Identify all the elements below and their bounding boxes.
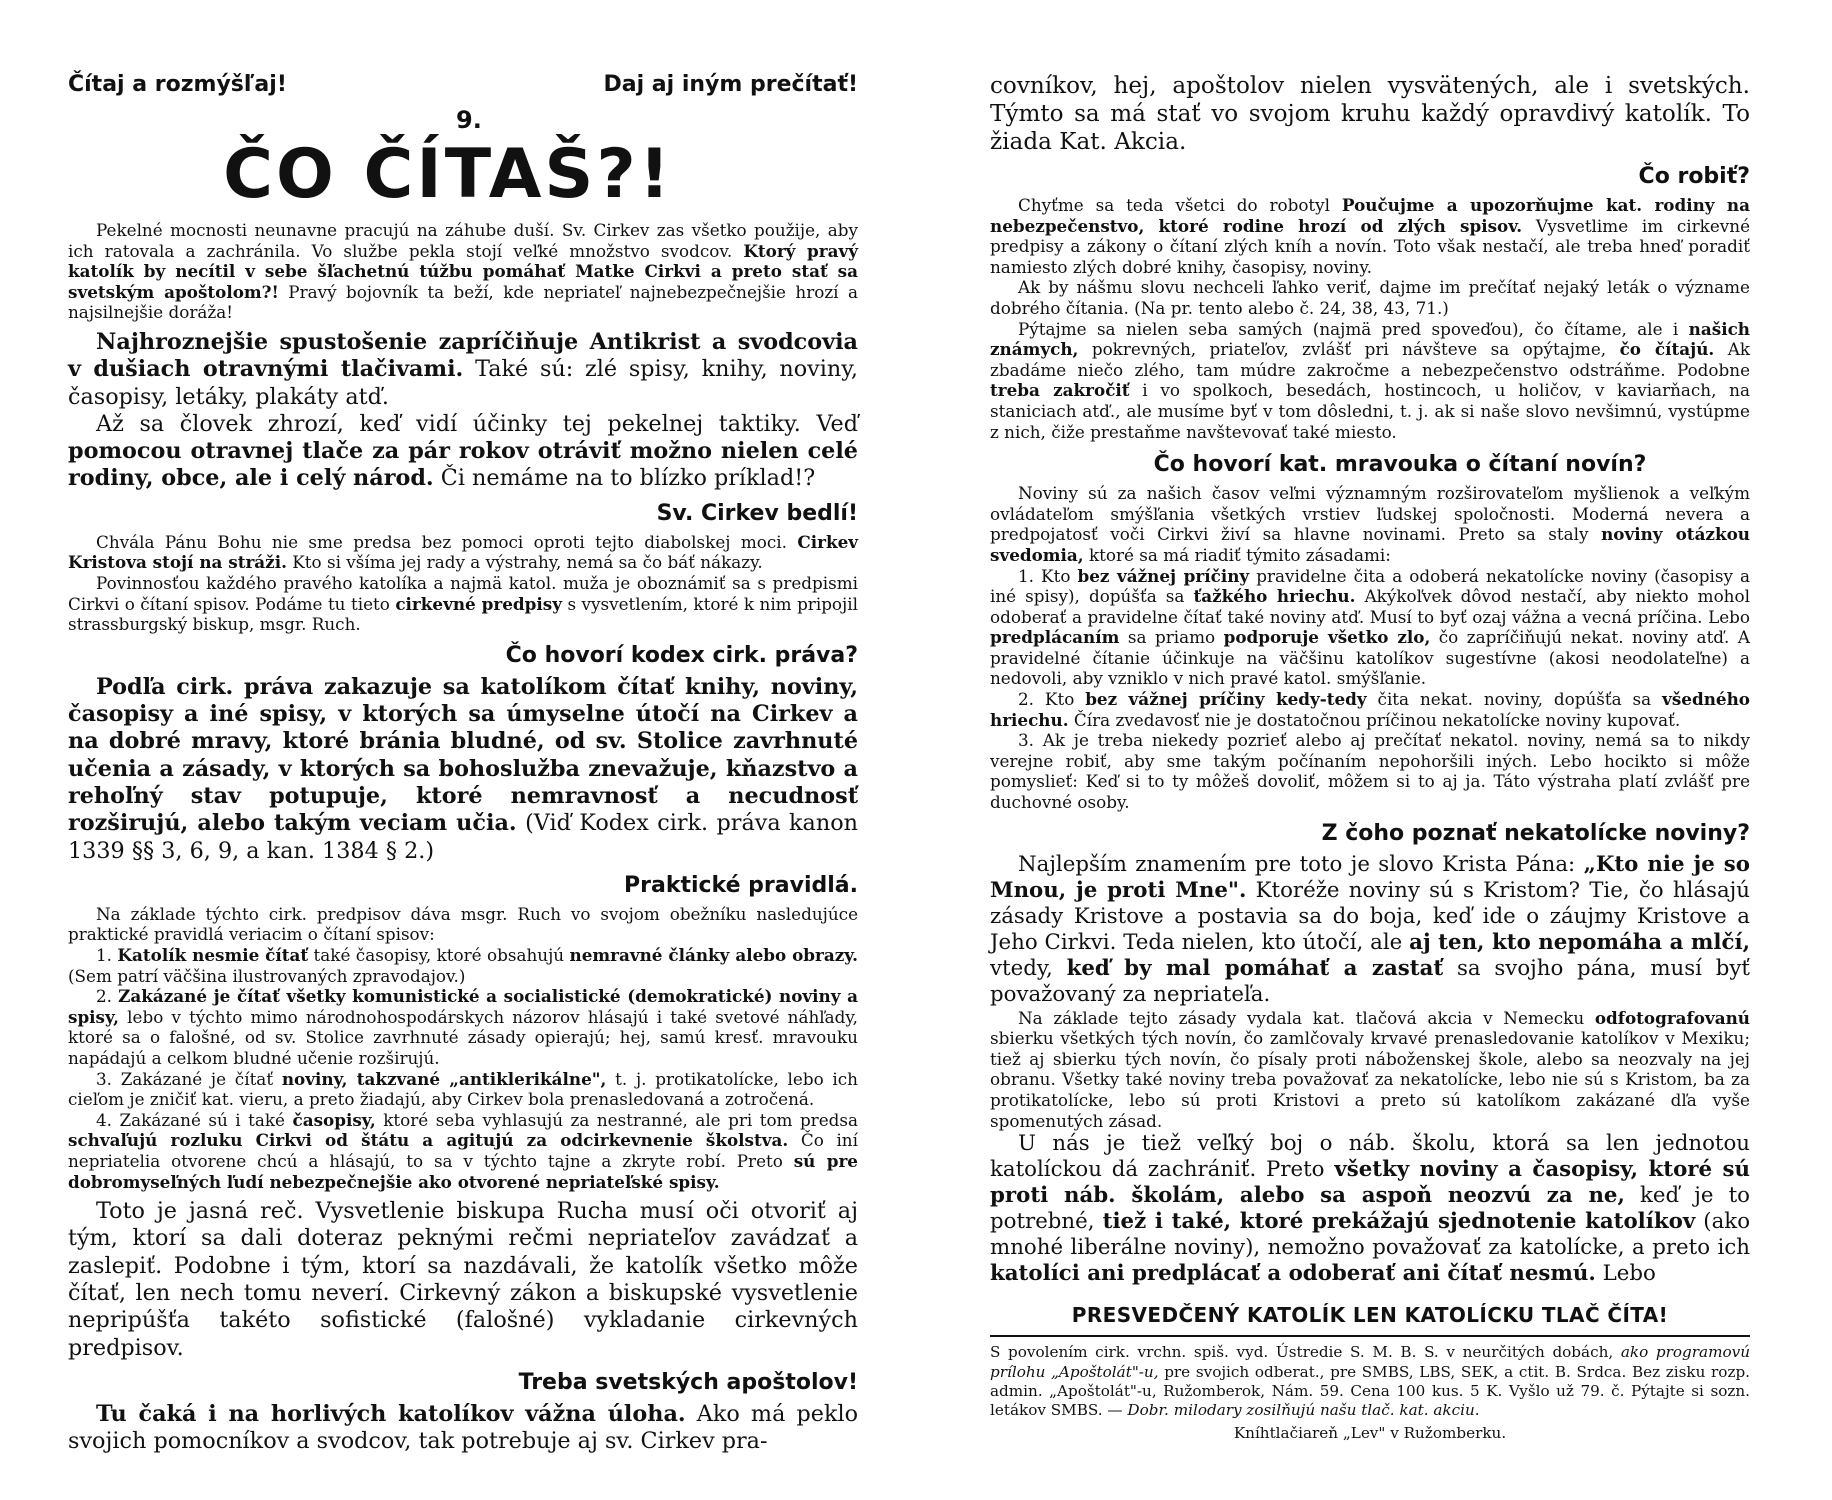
robit-paragraph-2: Ak by nášmu slovu nechceli ľahko veriť, dajme im prečítať nejaký leták o význame dobrého čítania. (Na pr. tento alebo č. 24, 38, 43, 71.) bbox=[990, 277, 1750, 318]
robit-paragraph-1: Chyťme sa teda všetci do robotyl Poučujme a upozorňujme kat. rodiny na nebezpečenstvo, ktoré rodine hrozí od zlých spisov. Vysvetlime im cirkevné predpisy a zákony o čítaní zlých kníh a novín. Toto však nestačí, ale treba hneď poradiť namiesto zlých dobré knihy, časopisy, noviny. bbox=[990, 195, 1750, 277]
rule-1: 1. Katolík nesmie čítať také časopisy, ktoré obsahujú nemravné články alebo obrazy. (Sem patrí väčšina ilustrovaných zpravodajov.) bbox=[68, 944, 858, 986]
mravouka-intro: Noviny sú za našich časov veľmi významným rozširovateľom myšlienok a veľkým ovládateľom smýšľania všetkých vrstiev ľudskej spoločnosti. Moderná nevera a predpojatosť voči Cirkvi živí sa hlavne novinami. Preto sa staly noviny otázkou svedomia, ktoré sa má riadiť týmito zásadami: bbox=[990, 483, 1750, 565]
poznat-paragraph-3: U nás je tiež veľký boj o náb. školu, ktorá sa len jednotou katolíckou dá zachrániť. Preto všetky noviny a časopisy, ktoré sú proti náb. školám, alebo sa aspoň neozvú za ne, keď je to potrebné, tiež i také, ktoré prekážajú sjednotenie katolíkov (ako mnohé liberálne noviny), nemožno považovať za katolícke, a preto ich katolíci ani predplácať a odoberať ani čítať nesmú. Lebo bbox=[990, 1131, 1751, 1287]
rule-2: 2. Zakázané je čítať všetky komunistické a socialistické (demokratické) noviny a spisy, lebo v týchto mimo národnohospodárskych názorov hlásajú i také svetové náhľady, ktoré sa o falošné, od sv. Stolice zavrhnuté zásady opierajú; hej, samú kresť. mravouku napádajú a celkom bludné učenie rozširujú. bbox=[68, 986, 858, 1068]
mravouka-point-2: 2. Kto bez vážnej príčiny kedy-tedy čita nekat. noviny, dopúšťa sa všedného hriechu. Číra zvedavosť nie je dostatočnou príčinou nekatolícke noviny kupovať. bbox=[990, 689, 1750, 730]
cirkev-paragraph-1: Chvála Pánu Bohu nie sme predsa bez pomoci oproti tejto diabolskej moci. Cirkev Kristova stojí na stráži. Kto si všíma jej rady a výstrahy, nemá sa čo báť nákazy. bbox=[68, 531, 859, 573]
heading-apostoli: Treba svetských apoštolov! bbox=[518, 1369, 858, 1395]
poznat-paragraph-1: Najlepším znamením pre toto je slovo Krista Pána: „Kto nie je so Mnou, je proti Mne". Ktoréže noviny sú s Kristom? Tie, čo hlásajú zásady Kristove a postavia sa do boja, keď ide o záujmy Kristove a Jeho Cirkvi. Teda nielen, kto útočí, ale aj ten, kto nepomáha a mlčí, vtedy, keď by mal pomáhať a zastať sa svojho pána, musí byť považovaný za nepriateľa. bbox=[990, 851, 1750, 1007]
robit-paragraph-3: Pýtajme sa nielen seba samých (najmä pred spoveďou), čo čítame, ale i našich známych, pokrevných, priateľov, zvlášť pri návšteve sa opýtajme, čo čítajú. Ak zbadáme niečo zlého, tam múdre zakročme a nebezpečenstvo odstráňme. Podobne treba zakročiť i vo spolkoch, besedách, hostincoch, u holičov, v kaviarňach, na staniciach atď., ale musíme byť v tom dôsledni, t. j. ak si naše slovo nevšimnú, vystúpme z nich, čiže prestaňme navštevovať také miesto. bbox=[990, 318, 1751, 442]
rule-3: 3. Zakázané je čítať noviny, takzvané „antiklerikálne", t. j. protikatolícke, lebo ich cieľom je zničiť kat. vieru, a preto žiadajú, aby Cirkev bola prenasledovaná a zotročená. bbox=[68, 1068, 858, 1110]
prakticke-intro: Na základe týchto cirk. predpisov dáva msgr. Ruch vo svojom obežníku nasledujúce praktické pravidlá veriacim o čítaní spisov: bbox=[68, 903, 858, 945]
heading-co-robit: Čo robiť? bbox=[1638, 164, 1750, 189]
apostoli-paragraph: Tu čaká i na horlivých katolíkov vážna úloha. Ako má peklo svojich pomocníkov a svodcov, tak potrebuje aj sv. Cirkev pra- bbox=[68, 1400, 859, 1455]
heading-cirkev: Sv. Cirkev bedlí! bbox=[656, 500, 858, 526]
mravouka-point-1: 1. Kto bez vážnej príčiny pravidelne čita a odoberá nekatolícke noviny (časopisy a iné spisy), dopúšťa sa ťažkého hriechu. Akýkoľvek dôvod nestačí, aby niekto mohol odoberať a pravidelne čítať také noviny atď. Musí to byť ozaj vážna a vecná príčina. Lebo predplácaním sa priamo podporuje všetko zlo, čo zapríčiňujú nekat. noviny atď. A pravidelné čítanie účinkuje na väčšinu katolíkov sugestívne (akosi neodolateľne) a nedovoli, aby vzniklo v nich pravé katol. smýšľanie. bbox=[990, 565, 1750, 689]
right-column bbox=[990, 72, 1750, 1443]
mravouka-point-3: 3. Ak je treba niekedy pozrieť alebo aj prečítať nekatol. noviny, nemá sa to nikdy verejne robiť, aby sme takým počínaním nepohoršili iných. Lebo hocikto si môže pomyslieť: Keď si to ty môžeš dovoliť, môžem si to aj ja. Táto výstraha platí zvlášť pre duchovné osoby. bbox=[990, 730, 1750, 813]
kodex-paragraph: Podľa cirk. práva zakazuje sa katolíkom čítať knihy, noviny, časopisy a iné spisy, v ktorých sa úmyselne útočí na Cirkev a na dobré mravy, ktoré bránia bludné, od sv. Stolice zavrhnuté učenia a zásady, v ktorých sa bohoslužba znevažuje, kňazstvo a rehoľný stav potupuje, ktoré nemravnosť a necudnosť rozširujú, alebo takým veciam učia. (Viď Kodex cirk. práva kanon 1339 §§ 3, 6, 9, a kan. 1384 § 2.) bbox=[68, 673, 858, 864]
warning-paragraph: Najhroznejšie spustošenie zapríčiňuje Antikrist a svodcovia v dušiach otravnými tlačivami. Také sú: zlé spisy, knihy, noviny, časopisy, letáky, plakáty atď. bbox=[68, 328, 858, 410]
tactics-paragraph: Až sa človek zhrozí, keď vidí účinky tej pekelnej taktiky. Veď pomocou otravnej tlače za pár rokov otráviť možno nielen celé rodiny, obce, ale i celý národ. Či nemáme na to blízko príklad!? bbox=[68, 410, 858, 492]
header-row bbox=[68, 72, 858, 100]
heading-kodex: Čo hovorí kodex cirk. práva? bbox=[505, 642, 858, 668]
clear-speech-paragraph: Toto je jasná reč. Vysvetlenie biskupa Rucha musí oči otvoriť aj tým, ktorí sa dali doteraz peknými rečmi nepriateľov zavádzať a zaslepiť. Podobne i tým, ktorí sa nazdávali, že katolík všetko môže čítať, len nech tomu neverí. Cirkevný zákon a biskupské vysvetlenie nepripúšťa takéto sofistické (falošné) vykladanie cirkevných predpisov. bbox=[68, 1198, 858, 1361]
heading-mravouka: Čo hovorí kat. mravouka o čítaní novín? bbox=[1153, 452, 1647, 478]
continuation-paragraph: covníkov, hej, apoštolov nielen vysvätených, ale i svetských. Týmto sa má stať vo svojom kruhu každý opravdivý katolík. To žiada Kat. Akcia. bbox=[990, 73, 1750, 155]
leaflet-number: 9. bbox=[456, 106, 482, 134]
page-title: ČO ČÍTAŠ?! bbox=[223, 135, 673, 214]
rule-4: 4. Zakázané sú i také časopisy, ktoré seba vyhlasujú za nestranné, ale pri tom predsa schvaľujú rozluku Cirkvi od štátu a agitujú za odcirkevnenie školstva. Čo iní nepriatelia otvorene chcú a hlásajú, to sa v týchto tajne a zkryte robí. Preto sú pre dobromyseľných ľudí nebezpečnejšie ako otvorené nepriateľské spisy. bbox=[68, 1109, 858, 1192]
header-right: Daj aj iným prečítať! bbox=[603, 72, 858, 97]
imprint-text: S povolením cirk. vrchn. spiš. vyd. Ústredie S. M. B. S. v neurčitých dobách, ako programovú prílohu „Apoštolát"-u, pre svojich odberat., pre SMBS, LBS, SEK, a ctit. B. Srdca. Bez zisku rozp. admin. „Apoštolát"-u, Ružomberok, Nám. 59. Cena 100 kus. 5 K. Vyšlo už 79. č. Pýtajte si sozn. letákov SMBS. — Dobr. milodary zosilňujú našu tlač. kat. akciu. bbox=[990, 1343, 1750, 1420]
intro-paragraph: Pekelné mocnosti neunavne pracujú na záhube duší. Sv. Cirkev zas všetko použije, aby ich ratovala a zachránila. Vo službe pekla stojí veľké množstvo svodcov. Ktorý pravý katolík by necítil v sebe šľachetnú túžbu pomáhať Matke Cirkvi a preto stať sa svetským apoštolom?! Pravý bojovník ta beží, kde nepriateľ najnebezpečnejšie hrozí a najsilnejšie doráža! bbox=[68, 220, 858, 323]
heading-poznat: Z čoho poznať nekatolícke noviny? bbox=[1321, 820, 1750, 846]
poznat-paragraph-2: Na základe tejto zásady vydala kat. tlačová akcia v Nemecku odfotografovanú sbierku všetkých tých novín, čo zamlčovaly krvavé prenasledovanie katolíkov v Mexiku; tiež aj sbierku tých novín, čo písaly proti náboženskej škole, alebo sa neozvaly na jej obranu. Všetky také noviny treba považovať za nekatolícke, lebo nie sú s Kristom, ba za protikatolícke, lebo sú proti Kristovi a preto sú katolíkom zakázané dľa vyše spomenutých zásad. bbox=[990, 1007, 1750, 1131]
slogan: PRESVEDČENÝ KATOLÍK LEN KATOLÍCKU TLAČ ČÍTA! bbox=[1071, 1303, 1669, 1328]
left-column bbox=[68, 72, 858, 1455]
footer-divider bbox=[990, 1335, 1750, 1337]
heading-prakticke: Praktické pravidlá. bbox=[624, 872, 858, 898]
header-left: Čítaj a rozmýšľaj! bbox=[68, 72, 287, 97]
cirkev-paragraph-2: Povinnosťou každého pravého katolíka a najmä katol. muža je oboznámiť sa s predpismi Cirkvi o čítaní spisov. Podáme tu tieto cirkevné predpisy s vysvetlením, ktoré k nim pripojil strassburgský biskup, msgr. Ruch. bbox=[68, 572, 858, 635]
printer-credit: Kníhtlačiareň „Lev" v Ružomberku. bbox=[1233, 1423, 1507, 1442]
